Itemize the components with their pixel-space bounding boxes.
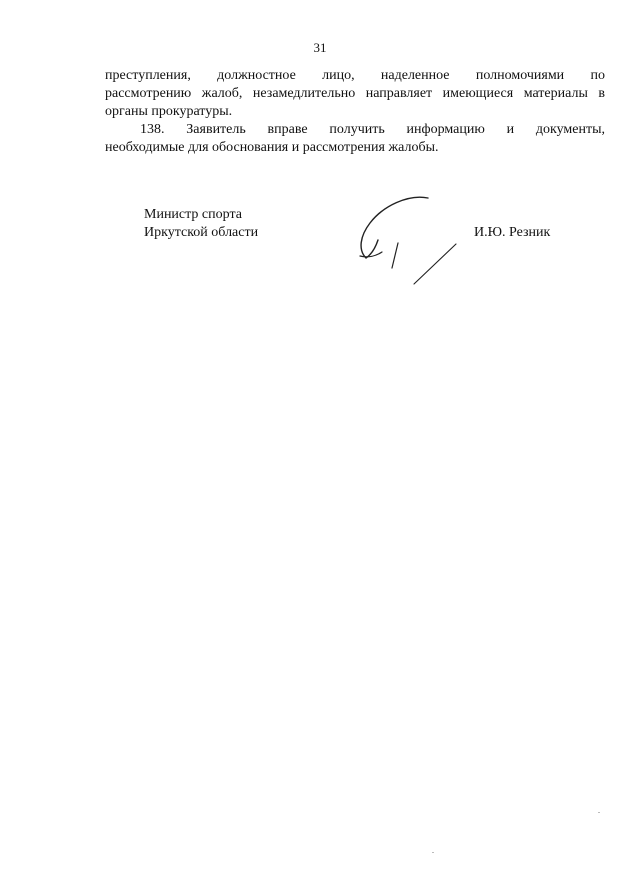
signatory-title: Иркутской области (144, 225, 259, 240)
scan-speck (598, 812, 600, 813)
scan-speck (432, 852, 434, 853)
paragraph-line: рассмотрению жалоб, незамедлительно направляет имеющиеся материалы в (105, 86, 605, 101)
page-number: 31 (313, 40, 327, 55)
paragraph-line: преступления, должностное лицо, наделенное полномочиями по (105, 68, 605, 83)
handwritten-signature (348, 188, 468, 288)
signatory-title: Министр спорта (144, 207, 242, 222)
paragraph-line: необходимые для обоснования и рассмотрения жалобы. (105, 140, 439, 155)
paragraph-line-item-138: 138. Заявитель вправе получить информацию и документы, (140, 122, 605, 137)
signatory-name: И.Ю. Резник (474, 225, 551, 240)
paragraph-line: органы прокуратуры. (105, 104, 233, 119)
